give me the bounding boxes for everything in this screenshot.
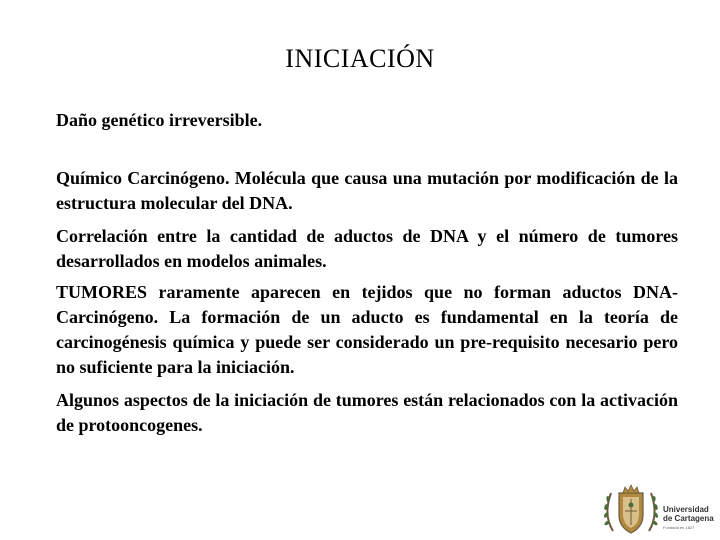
paragraph-tumores: TUMORES raramente aparecen en tejidos que no forman aductos DNA-Carcinógeno. La formación de un aducto es fundamental en la teoría de carcinogénesis química y puede ser considerado un pre-requisito necesario pero no suficiente para la iniciación. [56, 282, 678, 377]
paragraph-dano-genetico: Daño genético irreversible. [56, 110, 263, 130]
slide-body [56, 108, 678, 438]
university-name-line2: de Cartagena [663, 514, 714, 523]
paragraph-protooncogenes: Algunos aspectos de la iniciación de tumores están relacionados con la activación de protooncogenes. [56, 390, 678, 435]
university-crest-icon [601, 483, 661, 537]
university-name [663, 505, 714, 523]
paragraph-correlacion: Correlación entre la cantidad de aductos de DNA y el número de tumores desarrollados en modelos animales. [56, 226, 678, 271]
slide-title: INICIACIÓN [285, 44, 435, 73]
paragraph-quimico-carcinogeno: Químico Carcinógeno. Molécula que causa una mutación por modificación de la estructura molecular del DNA. [56, 168, 678, 213]
university-name-line1: Universidad [663, 505, 709, 514]
university-logo [601, 483, 719, 537]
university-tagline: Fundada en 1827 [663, 525, 695, 530]
